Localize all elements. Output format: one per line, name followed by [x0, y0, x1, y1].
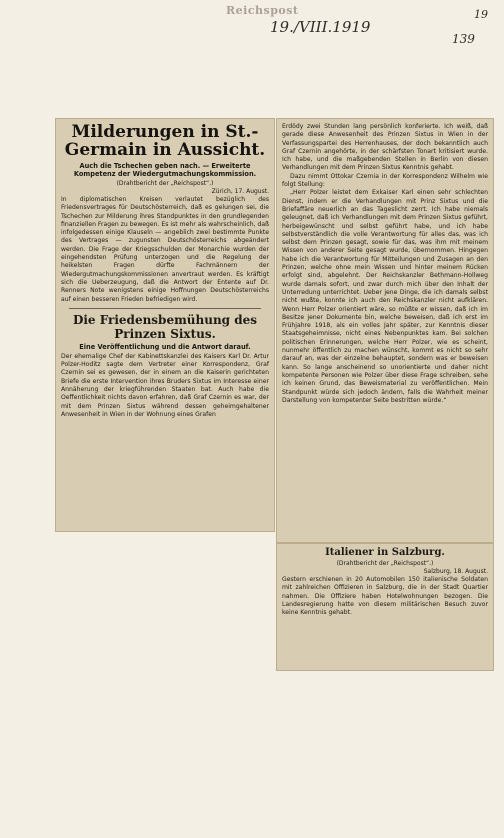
- article-body-st-germain: In diplomatischen Kreisen verlautet bezüglich des Friedensvertrages für Deutschösterreich, daß es gelungen sei, die Tschechen zur Milderung ihres Standpunktes in den grundlegenden finanziellen Fragen zu bewegen. Es ist mehr als wahrscheinlich, daß infolgedessen einige Klauseln — angeblich zwei bestimmte Punkte des Vertrages — zugunsten Deutschösterreichs abgeändert werden. Die Frage der Kriegsschulden der Monarchie wurden der eingehendsten Prüfung unterzogen und die Regelung der heikelsten Fragen dürfte Fachmännern der Wiedergutmachungskommissionen anvertraut werden. Es kräftigt sich die Ueberzeugung, daß die Antwort der Entente auf Dr. Renners Note wenigstens einige Hoffnungen Deutschösterreichs auf einen besseren Frieden befriedigen wird.: [61, 196, 269, 303]
- clipping-right-column: [276, 118, 494, 543]
- article-dateline-st-germain: (Drahtbericht der „Reichspost“.): [116, 180, 214, 187]
- article-subhead-sixtus: Eine Veröffentlichung und die Antwort darauf.: [79, 342, 251, 351]
- handwritten-date: 19./VIII.1919: [270, 18, 371, 36]
- article-headline-sixtus: Die Friedensbemühung des Prinzen Sixtus.: [72, 312, 258, 341]
- clipping-salzburg: [276, 543, 494, 671]
- article-place-salzburg: Salzburg, 18. August.: [423, 568, 488, 575]
- article-subhead-st-germain: Auch die Tschechen geben nach. — Erweiterte Kompetenz der Wiedergutmachungskommission.: [73, 162, 257, 178]
- clipping-left-column: [55, 118, 275, 532]
- article-body-sixtus-continued: Erdödy zwei Stunden lang persönlich konferierte. Ich weiß, daß gerade diese Anwesenheit des Prinzen Sixtus in Wien in der Verfassungspartei des Herrenhauses, der doch bekanntlich auch Graf Czernin angehörte, in der schärfsten Tonart kritisiert wurde. Ich habe, und die maßgebenden Stellen in Berlin von diesen Verhandlungen mit dem Prinzen Sixtus Kenntnis gehabt.: [282, 123, 488, 172]
- column-divider: [69, 308, 261, 309]
- article-headline-st-germain: Milderungen in St.-Germain in Aussicht.: [64, 122, 266, 160]
- newspaper-stamp: Reichspost: [226, 4, 299, 17]
- article-body-czernin-statement: „Herr Polzer leistet dem Exkaiser Karl einen sehr schlechten Dienst, indem er die Verhandlungen mit Prinz Sixtus und die Briefaffäre neuerlich an das Tageslicht zerrt. Ich habe niemals geleugnet, daß ich Verhandlungen mit dem Prinzen Sixtus geführt, herbeigewünscht und selbst geführt habe, und ich habe selbstverständlich die volle Verantwortung für alles das, was ich selbst dem Prinzen gesagt, sowie für das, was ihm mit meinem Wissen von anderer Seite gesagt wurde, übernommen. Hingegen habe ich die Verantwortung für Mitteilungen und Zusagen an den Prinzen, welche ohne mein Wissen und hinter meinem Rücken erfolgt sind, abgelehnt. Der Reichskanzler Bethmann-Hollweg wurde damals sofort, und zwar durch mich über den Inhalt der Unterredung unterrichtet. Ueber jene Dinge, die ich damals selbst nicht wußte, konnte ich auch den Reichskanzler nicht aufklären. Wenn Herr Polzer orientiert wäre, so müßte er wissen, daß ich im Besitze jener Dokumente bin, welche beweisen, daß ich erst im Frühjahre 1918, als ein volles Jahr später, zur Kenntnis dieser Staatsgeheimnisse, nicht eines Nebenpunktes kam. Bei solchen politischen Erinnerungen, welche Herr Polzer, wie es scheint, nunmehr öffentlich zu machen wünscht, kommt es nicht so sehr darauf an, was der einzelne behauptet, sondern was er beweisen kann. So lange anscheinend so unorientierte und daher nicht kompetente Personen wie Polzer über diese Frage schreiben, sehe ich keinen Grund, das Beweismaterial zu veröffentlichen. Mein Standpunkt würde sich jedoch ändern, falls die Wahrheit meiner Darstellung von kompetenter Seite bestritten würde.“: [282, 189, 488, 404]
- article-dateline-salzburg: (Drahtbericht der „Reichspost“.): [336, 560, 434, 567]
- article-body-sixtus: Der ehemalige Chef der Kabinettskanzlei des Kaisers Karl Dr. Artur Polzer-Hoditz sagte dem Vertreter einer Korrespondenz, Graf Czernin sei es gewesen, der in einem an die Kaiserin gerichteten Briefe die erste Intervention ihres Bruders Sixtus im Interesse einer Annäherung der kriegführenden Staaten bat. Auch habe die Oeffentlichkeit nichts davon erfahren, daß Graf Czernin es war, der mit dem Prinzen Sixtus während dessen geheimgehaltener Anwesenheit in Wien in der Wohnung eines Grafen: [61, 352, 269, 418]
- handwritten-page-number: 19: [474, 8, 488, 21]
- handwritten-folio-number: 139: [452, 32, 475, 46]
- article-headline-salzburg: Italiener in Salzburg.: [325, 547, 445, 558]
- article-place-st-germain: Zürich, 17. August.: [211, 188, 269, 195]
- article-body-czernin-intro: Dazu nimmt Ottokar Czernia in der Korrespondenz Wilhelm wie folgt Stellung:: [282, 172, 488, 189]
- article-body-salzburg: Gestern erschienen in 20 Automobilen 150 italienische Soldaten mit zahlreichen Offizieren in Salzburg, die in der Stadt Quartier nahmen. Die Offiziere haben Hotelwohnungen bezogen. Die Landesregierung hatte von diesem militärischen Besuch zuvor keine Kenntnis gehabt.: [282, 576, 488, 617]
